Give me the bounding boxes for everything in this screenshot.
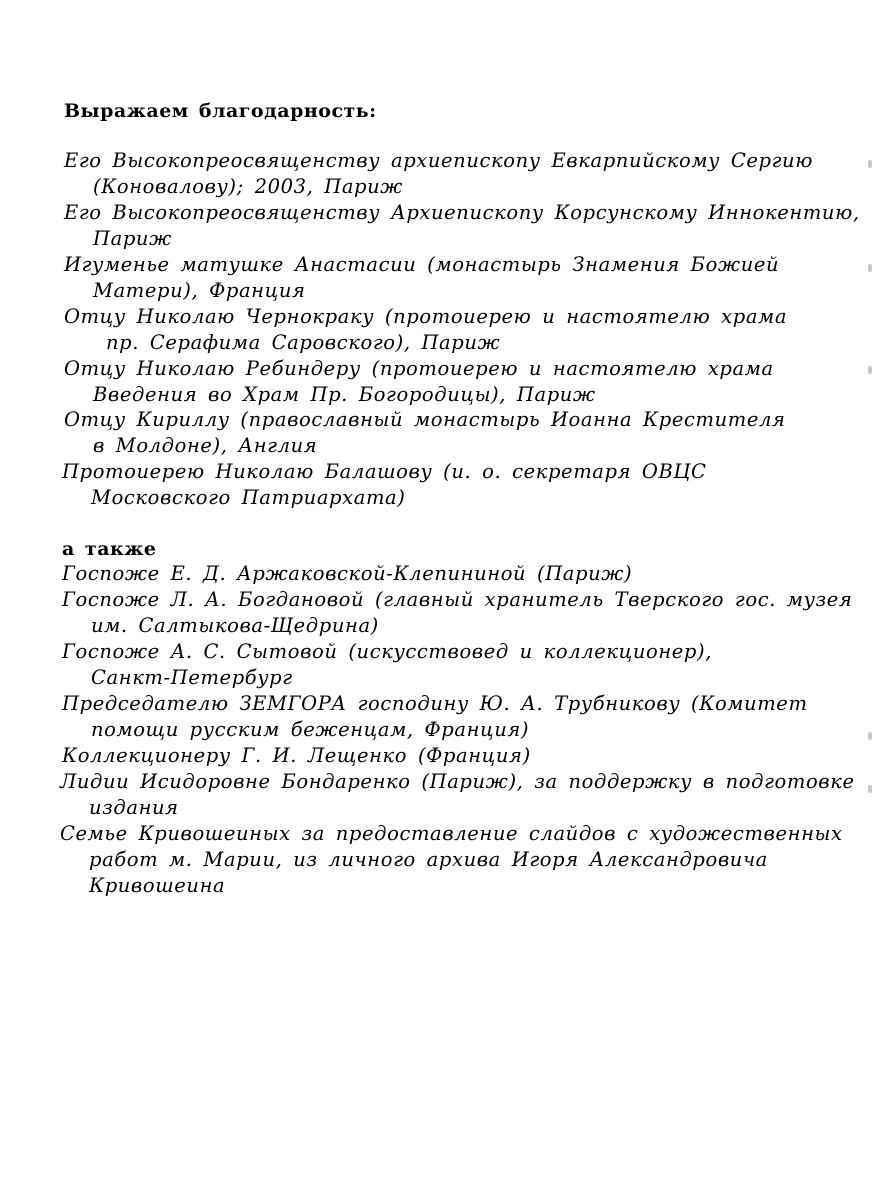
acknowledgement-entry [64,407,785,459]
entry-line: Санкт-Петербург [91,666,293,689]
acknowledgement-entry [62,691,808,743]
acknowledgement-entry [64,356,774,408]
entry-line: Московского Патриархата) [91,486,406,509]
entry-line: Лидии Исидоровне Бондаренко (Париж), за поддержку в подготовке [60,770,855,793]
acknowledgement-entry [62,639,712,691]
entry-line: пр. Серафима Саровского), Париж [106,331,501,354]
entry-line: Кривошеина [89,874,226,897]
acknowledgement-entry [64,304,787,356]
entry-line: Его Высокопреосвященству архиепископу Евкарпийскому Сергию [64,149,813,172]
entry-line: Отцу Кириллу (православный монастырь Иоанна Крестителя [64,408,786,431]
entry-line: Семье Кривошеиных за предоставление слайдов с художественных [60,822,843,845]
acknowledgement-entry [60,769,855,821]
acknowledgements-heading: Выражаем благодарность: [64,100,377,122]
also-subheading: а также [62,538,157,560]
entry-line: Председателю ЗЕМГОРА господину Ю. А. Трубникову (Комитет [62,692,808,715]
entry-line: издания [89,796,179,819]
entry-line: им. Салтыкова-Щедрина) [91,614,379,637]
entry-line: работ м. Марии, из личного архива Игоря Александровича [89,848,768,871]
entry-line: Отцу Николаю Ребиндеру (протоиерею и настоятелю храма [64,357,774,380]
entry-line: Коллекционеру Г. И. Лещенко (Франция) [62,744,531,767]
edge-mark [868,366,872,374]
entry-line: Его Высокопреосвященству Архиепископу Корсунскому Иннокентию, [64,201,860,224]
acknowledgement-entry [64,148,813,200]
entry-line: Госпоже Л. А. Богдановой (главный хранитель Тверского гос. музея [62,588,853,611]
entry-line: Госпоже Е. Д. Аржаковской-Клепининой (Париж) [62,562,633,585]
entry-line: Матери), Франция [93,279,306,302]
edge-mark [868,785,872,793]
acknowledgement-entry [64,200,860,252]
entry-line: Протоиерею Николаю Балашову (и. о. секретаря ОВЦС [62,460,707,483]
acknowledgement-entry [62,561,632,587]
acknowledgement-entry [62,743,531,769]
entry-line: помощи русским беженцам, Франция) [91,718,530,741]
entry-line: Париж [93,227,172,250]
edge-mark [868,264,872,272]
entry-line: Госпоже А. С. Сытовой (искусствовед и коллекционер), [62,640,712,663]
entry-line: в Молдоне), Англия [93,434,318,457]
entry-line: (Коновалову); 2003, Париж [93,175,404,198]
acknowledgement-entry [62,459,707,511]
acknowledgement-entry [60,821,843,899]
entry-line: Игуменье матушке Анастасии (монастырь Знамения Божией [64,253,780,276]
entry-line: Введения во Храм Пр. Богородицы), Париж [93,383,596,406]
entry-line: Отцу Николаю Чернокраку (протоиерею и настоятелю храма [64,305,788,328]
edge-mark [868,732,872,740]
edge-mark [868,160,872,168]
acknowledgement-entry [62,587,852,639]
acknowledgement-entry [64,252,779,304]
